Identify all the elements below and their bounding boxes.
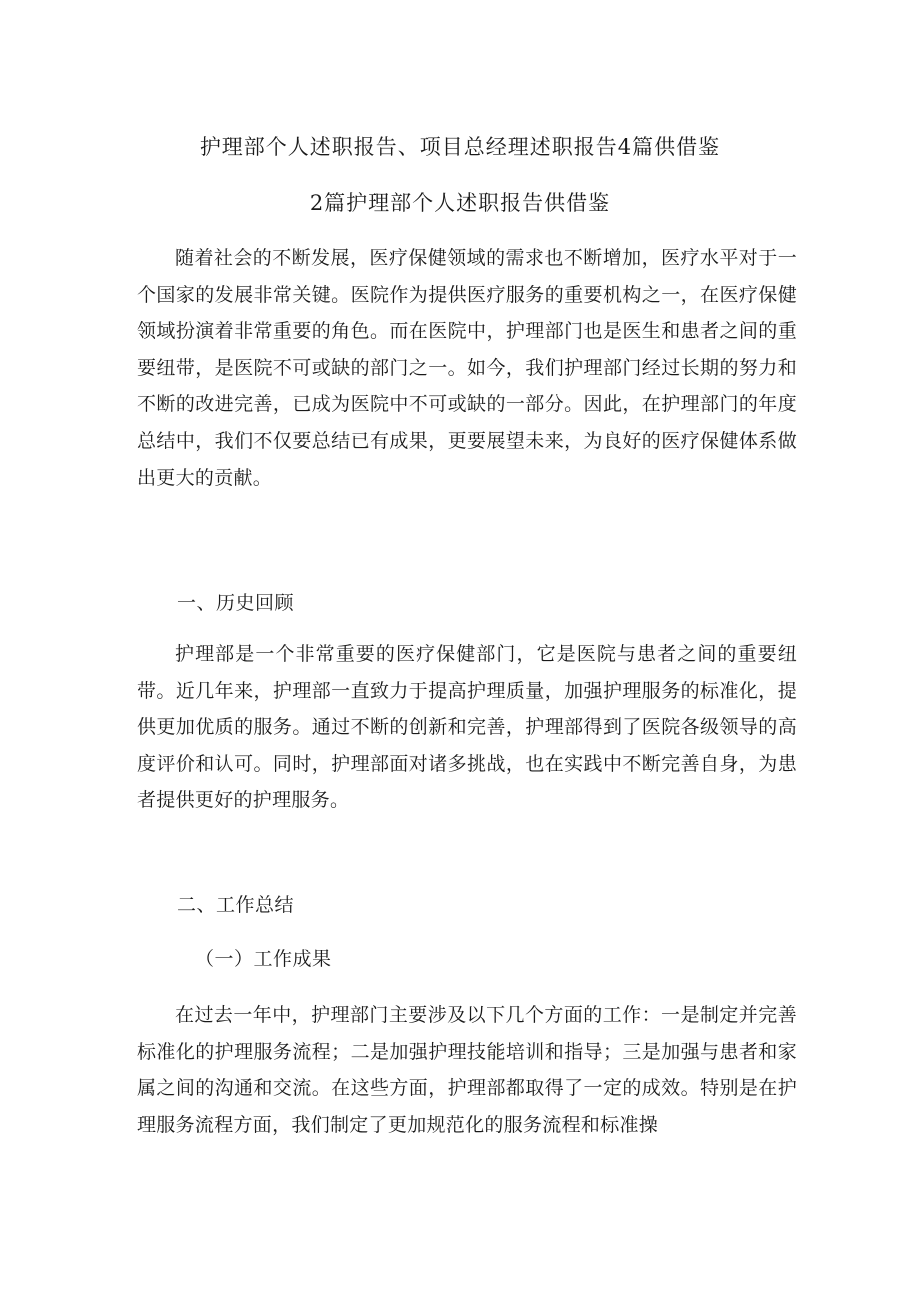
history-paragraph: 护理部是一个非常重要的医疗保健部门，它是医院与患者之间的重要纽带。近几年来，护理部一直致力于提高护理质量，加强护理服务的标准化，提供更加优质的服务。通过不断的创新和完善，护理部得到了医院各级领导的高度评价和认可。同时，护理部面对诸多挑战，也在实践中不断完善自身，为患者提供更好的护理服务。	[137, 643, 797, 812]
section-heading-history: 一、历史回顾	[177, 592, 295, 614]
document-subtitle: 2篇护理部个人述职报告供借鉴	[309, 191, 611, 215]
intro-paragraph: 随着社会的不断发展，医疗保健领域的需求也不断增加，医疗水平对于一个国家的发展非常关键。医院作为提供医疗服务的重要机构之一，在医疗保健领域扮演着非常重要的角色。而在医院中，护理部门也是医生和患者之间的重要纽带，是医院不可或缺的部门之一。如今，我们护理部门经过长期的努力和不断的改进完善，已成为医院中不可或缺的一部分。因此，在护理部门的年度总结中，我们不仅要总结已有成果，更要展望未来，为良好的医疗保健体系做出更大的贡献。	[137, 247, 797, 489]
work-results-paragraph: 在过去一年中，护理部门主要涉及以下几个方面的工作：一是制定并完善标准化的护理服务流程；二是加强护理技能培训和指导；三是加强与患者和家属之间的沟通和交流。在这些方面，护理部都取得了一定的成效。特别是在护理服务流程方面，我们制定了更加规范化的服务流程和标准操	[137, 1004, 797, 1136]
section-heading-work-summary: 二、工作总结	[177, 894, 295, 916]
sub-heading-work-results: （一）工作成果	[195, 948, 332, 970]
document-title: 护理部个人述职报告、项目总经理述职报告4篇供借鉴	[199, 135, 721, 159]
